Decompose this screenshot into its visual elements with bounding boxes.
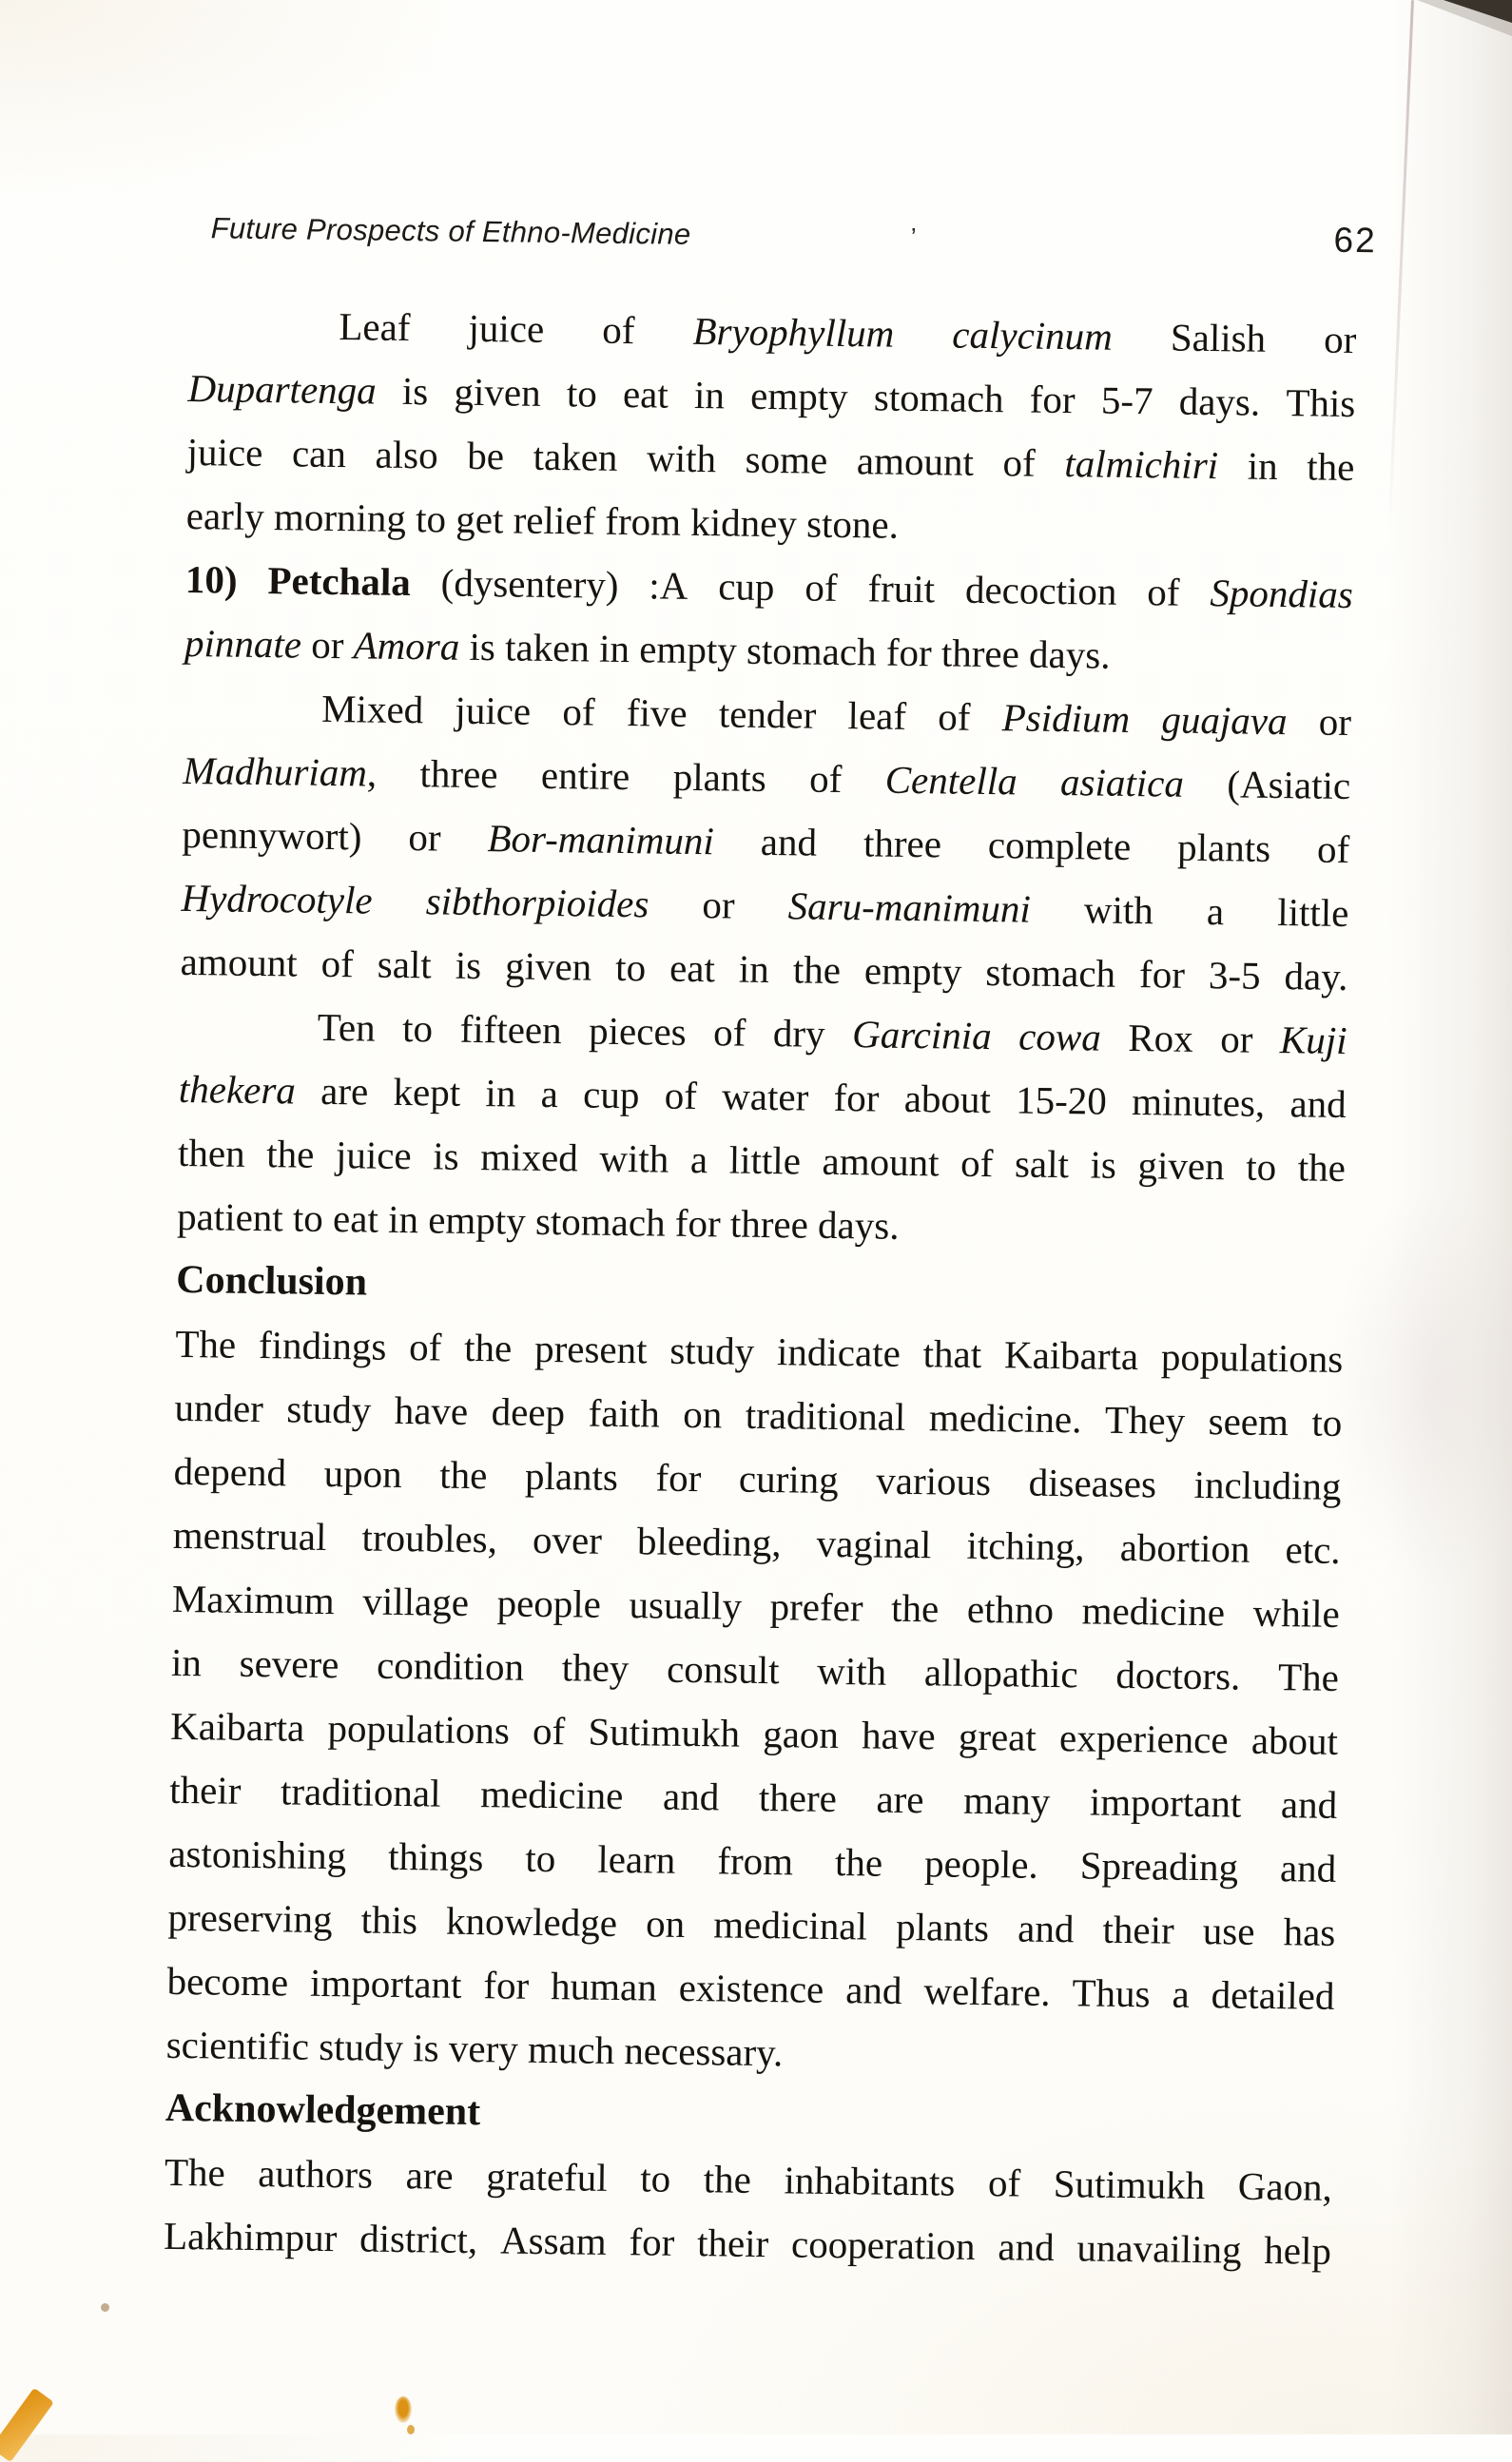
word: kept: [393, 1069, 461, 1115]
word: existence: [678, 1965, 824, 2011]
word: some: [745, 436, 828, 482]
word: leaf: [847, 693, 907, 738]
word: grateful: [485, 2154, 609, 2200]
word: etc.: [1285, 1527, 1341, 1572]
word: on: [645, 1901, 686, 1946]
word: decoction: [964, 567, 1117, 613]
word: be: [467, 433, 505, 478]
text-line: scientific study is very much necessary.: [165, 2022, 784, 2075]
word: or: [408, 815, 441, 860]
word: populations: [1160, 1334, 1344, 1381]
word: preserving: [167, 1894, 333, 1942]
word: water: [721, 1074, 809, 1119]
word: Garcinia: [851, 1012, 992, 1058]
word: many: [962, 1777, 1051, 1823]
word: Salish: [1170, 315, 1267, 360]
page-number: 62: [1333, 220, 1377, 261]
page-content: [163, 211, 1377, 2283]
word: their: [696, 2220, 769, 2266]
word: Spreading: [1079, 1843, 1239, 1890]
scan-brown-speck: [101, 2303, 109, 2312]
word: district,: [359, 2216, 478, 2262]
word: minutes,: [1131, 1079, 1266, 1125]
word: with: [646, 436, 717, 481]
word: three: [419, 751, 498, 797]
word: populations: [327, 1706, 511, 1753]
word: Ten: [317, 1004, 376, 1050]
word: bleeding,: [636, 1519, 782, 1565]
word: of: [712, 1010, 746, 1055]
scan-orange-corner: [0, 2388, 54, 2462]
word: of: [532, 1708, 566, 1754]
word: people: [496, 1580, 602, 1626]
word: pennywort): [182, 811, 362, 859]
word: empty: [863, 948, 962, 994]
word: asiatica: [1059, 760, 1185, 805]
word: help: [1264, 2227, 1332, 2273]
word: of: [1147, 570, 1180, 614]
word: for: [629, 2220, 675, 2264]
word: amount: [822, 1138, 940, 1185]
word: a: [1172, 1971, 1191, 2016]
word: Kaibarta: [1003, 1332, 1139, 1379]
word: Saru-manimuni: [787, 883, 1032, 931]
word: guajava: [1161, 697, 1288, 744]
word: juice: [186, 429, 263, 475]
word: medicine: [479, 1772, 624, 1818]
word: of: [808, 756, 843, 802]
word: important: [309, 1960, 462, 2006]
word: cowa: [1018, 1014, 1102, 1059]
word: the: [463, 1325, 513, 1370]
word: experience: [1058, 1716, 1229, 1762]
text-line: patient to eat in empty stomach for three days.: [176, 1193, 900, 1248]
word: or: [702, 882, 735, 927]
word: day.: [1284, 954, 1348, 999]
word: that: [922, 1331, 982, 1376]
word: talmichiri: [1064, 441, 1219, 488]
scan-edge-shade: [1388, 0, 1512, 2434]
word: fifteen: [459, 1006, 562, 1053]
word: Kaibarta: [169, 1703, 305, 1750]
word: of: [602, 307, 635, 353]
word: Psidium: [1001, 695, 1131, 741]
word: with: [599, 1135, 669, 1181]
word: study: [669, 1328, 755, 1373]
word: dry: [772, 1011, 825, 1056]
word: to: [525, 1835, 556, 1881]
word: of: [1316, 826, 1350, 872]
word: of: [804, 565, 838, 610]
word: about: [1250, 1717, 1339, 1763]
word: things: [387, 1833, 484, 1880]
word: has: [1283, 1910, 1336, 1954]
word: taken: [533, 434, 618, 479]
word: depend: [173, 1448, 287, 1495]
word: then: [177, 1130, 245, 1175]
word: is: [1090, 1142, 1117, 1187]
word: under: [174, 1385, 264, 1431]
word: a: [689, 1136, 708, 1182]
word: medicinal: [713, 1902, 868, 1948]
word: are: [320, 1068, 369, 1114]
word: and: [1280, 1782, 1338, 1827]
word: knowledge: [445, 1898, 618, 1946]
word: curing: [738, 1456, 840, 1502]
word: their: [168, 1767, 242, 1813]
word: there: [758, 1774, 838, 1821]
word: pieces: [588, 1008, 687, 1054]
word: (Asiatic: [1227, 762, 1351, 808]
word: Centella: [884, 757, 1018, 804]
word: various: [876, 1458, 992, 1504]
word: for: [833, 1075, 880, 1120]
word: The: [164, 2149, 226, 2195]
word: the: [703, 2157, 752, 2201]
word: traditional: [280, 1769, 441, 1815]
word: The: [175, 1321, 237, 1367]
word: gaon: [762, 1712, 840, 1757]
word: of: [408, 1325, 442, 1369]
word: Bor-manimuni: [487, 816, 715, 863]
word: to: [566, 371, 598, 416]
word: for: [1029, 377, 1076, 422]
word: the: [1307, 444, 1355, 490]
word: detailed: [1211, 1972, 1335, 2018]
word: of: [320, 940, 355, 986]
word: the: [1297, 1145, 1347, 1190]
word: medicine.: [928, 1395, 1082, 1442]
word: deep: [491, 1389, 566, 1435]
word: and: [1279, 1846, 1337, 1890]
text-line: pinnate or Amora is taken in empty stomach for three days.: [184, 620, 1111, 677]
word: or: [1323, 317, 1357, 362]
word: salt: [1014, 1141, 1070, 1187]
word: is: [401, 368, 429, 414]
word: can: [291, 431, 347, 476]
word: juice: [455, 688, 532, 733]
word: of: [1002, 440, 1037, 485]
word: have: [394, 1387, 469, 1433]
word: given: [504, 943, 592, 989]
word: of: [987, 2161, 1021, 2205]
word: This: [1286, 380, 1356, 426]
running-header: [189, 211, 1377, 266]
word: the: [438, 1452, 488, 1498]
word: Maximum: [171, 1576, 336, 1623]
word: also: [375, 432, 438, 477]
word: The: [1277, 1655, 1340, 1699]
word: Dupartenga: [187, 365, 378, 413]
word: amount: [180, 939, 298, 985]
word: their: [1102, 1907, 1174, 1952]
word: and: [998, 2224, 1055, 2270]
word: study: [286, 1386, 372, 1432]
word: for: [655, 1455, 702, 1501]
word: and: [844, 1968, 902, 2012]
word: prefer: [769, 1584, 863, 1630]
word: Lakhimpur: [163, 2213, 338, 2260]
word: of: [562, 689, 595, 734]
word: 5-7: [1100, 378, 1153, 423]
word: the: [890, 1585, 940, 1631]
word: people.: [923, 1841, 1039, 1887]
word: to: [1311, 1400, 1343, 1444]
word: seem: [1208, 1399, 1289, 1444]
word: including: [1193, 1462, 1342, 1508]
word: doctors.: [1115, 1652, 1241, 1698]
word: over: [532, 1517, 603, 1562]
word: severe: [239, 1640, 339, 1687]
word: Hydrocotyle: [181, 875, 373, 922]
word: Bryophyllum: [692, 308, 895, 356]
word: astonishing: [168, 1831, 347, 1878]
word: to: [401, 1005, 434, 1051]
word: mixed: [480, 1134, 579, 1180]
word: Kuji: [1279, 1018, 1347, 1062]
word: of: [938, 694, 971, 739]
word: on: [683, 1391, 723, 1437]
word: stomach: [873, 375, 1004, 421]
word: Sutimukh: [1053, 2162, 1206, 2208]
word: for: [1138, 952, 1186, 997]
word: inhabitants: [784, 2158, 956, 2204]
scan-orange-speck-small: [407, 2425, 415, 2434]
word: eat: [622, 371, 669, 417]
word: welfare.: [923, 1968, 1051, 2014]
word: are: [405, 2153, 454, 2198]
word: vaginal: [816, 1521, 932, 1567]
word: thekera: [178, 1066, 297, 1113]
word: Sutimukh: [588, 1709, 741, 1755]
word: 10): [184, 556, 238, 602]
word: great: [958, 1714, 1037, 1759]
word: about: [903, 1076, 992, 1122]
word: allopathic: [923, 1650, 1078, 1696]
word: Petchala: [267, 558, 412, 605]
word: itching,: [966, 1522, 1085, 1569]
word: Spondias: [1210, 571, 1354, 617]
word: is: [433, 1134, 459, 1178]
word: Rox: [1128, 1015, 1193, 1060]
word: (dysentery): [440, 560, 619, 607]
word: calycinum: [952, 312, 1114, 359]
word: Assam: [499, 2218, 607, 2263]
word: human: [550, 1964, 658, 2009]
word: juice: [335, 1133, 412, 1178]
word: have: [861, 1713, 936, 1758]
word: eat: [669, 945, 716, 991]
word: three: [863, 821, 942, 866]
word: sibthorpioides: [425, 879, 649, 926]
word: Madhuriam,: [183, 747, 378, 795]
word: :A: [649, 563, 688, 608]
word: abortion: [1119, 1524, 1250, 1571]
word: condition: [376, 1642, 525, 1689]
word: they: [561, 1645, 630, 1691]
text-line: early morning to get relief from kidney stone.: [185, 493, 900, 547]
word: of: [960, 1140, 994, 1186]
word: fruit: [867, 566, 936, 611]
word: with: [817, 1648, 887, 1694]
word: while: [1252, 1590, 1341, 1636]
word: use: [1202, 1909, 1255, 1953]
word: a: [1206, 889, 1225, 934]
word: the: [265, 1132, 315, 1176]
word: and: [760, 819, 818, 864]
word: medicine: [1081, 1588, 1226, 1635]
word: salt: [377, 941, 433, 987]
word: cooperation: [790, 2221, 976, 2268]
word: given: [1137, 1143, 1225, 1189]
word: and: [1017, 1906, 1075, 1951]
word: diseases: [1028, 1460, 1157, 1506]
word: cup: [717, 564, 775, 610]
word: consult: [666, 1646, 780, 1693]
word: plants: [895, 1904, 990, 1950]
word: complete: [987, 823, 1132, 869]
word: are: [876, 1776, 924, 1822]
word: or: [1318, 699, 1352, 745]
word: juice: [468, 305, 545, 351]
word: to: [640, 2156, 671, 2200]
word: Leaf: [339, 304, 411, 350]
word: important: [1089, 1779, 1242, 1826]
word: given: [454, 369, 541, 415]
word: with: [1083, 887, 1154, 933]
scan-corner-shadow: [1444, 0, 1512, 23]
word: unavailing: [1076, 2225, 1242, 2272]
word: plants: [1176, 824, 1271, 870]
word: plants: [524, 1453, 619, 1500]
word: five: [626, 690, 688, 735]
word: stomach: [985, 950, 1116, 996]
word: in: [170, 1639, 203, 1685]
word: in: [738, 946, 770, 992]
word: for: [483, 1963, 530, 2007]
word: and: [662, 1774, 720, 1819]
word: indicate: [776, 1329, 901, 1375]
word: little: [728, 1137, 802, 1183]
word: the: [834, 1840, 883, 1885]
word: entire: [540, 752, 630, 799]
word: findings: [258, 1323, 387, 1368]
word: become: [166, 1958, 289, 2005]
word: or: [1219, 1017, 1253, 1061]
word: Gaon,: [1237, 2163, 1333, 2209]
word: in: [693, 372, 726, 417]
word: from: [717, 1838, 794, 1884]
heading-conclusion: Conclusion: [175, 1257, 368, 1305]
word: ethno: [966, 1586, 1055, 1633]
word: to: [614, 944, 647, 990]
word: is: [455, 942, 482, 988]
word: days.: [1178, 378, 1261, 424]
stray-mark: ’: [910, 222, 917, 251]
text-block: [164, 293, 1357, 2283]
word: traditional: [745, 1392, 906, 1439]
word: Mixed: [320, 686, 424, 732]
word: present: [533, 1326, 648, 1372]
word: tender: [718, 691, 817, 737]
word: empty: [749, 373, 849, 419]
word: usually: [629, 1582, 743, 1628]
scan-orange-speck: [395, 2396, 412, 2423]
word: They: [1104, 1397, 1186, 1443]
word: 3-5: [1208, 953, 1261, 998]
word: Thus: [1072, 1970, 1151, 2016]
word: of: [664, 1073, 698, 1118]
word: authors: [258, 2151, 374, 2197]
word: menstrual: [172, 1512, 327, 1559]
word: little: [1276, 890, 1349, 936]
word: the: [792, 947, 842, 993]
word: a: [540, 1071, 559, 1116]
running-header-title: Future Prospects of Ethno-Medicine: [210, 211, 691, 251]
word: faith: [588, 1390, 661, 1436]
word: 15-20: [1015, 1077, 1108, 1123]
word: amount: [856, 438, 975, 484]
word: troubles,: [361, 1515, 498, 1561]
word: learn: [597, 1836, 676, 1882]
word: and: [1289, 1081, 1347, 1126]
word: to: [1245, 1144, 1277, 1190]
word: this: [360, 1897, 418, 1943]
word: plants: [672, 754, 767, 800]
word: cup: [582, 1072, 640, 1117]
word: village: [362, 1579, 470, 1624]
word: upon: [323, 1450, 402, 1497]
word: in: [1247, 443, 1278, 488]
heading-acknowledgement: Acknowledgement: [165, 2085, 481, 2135]
word: in: [485, 1071, 516, 1115]
